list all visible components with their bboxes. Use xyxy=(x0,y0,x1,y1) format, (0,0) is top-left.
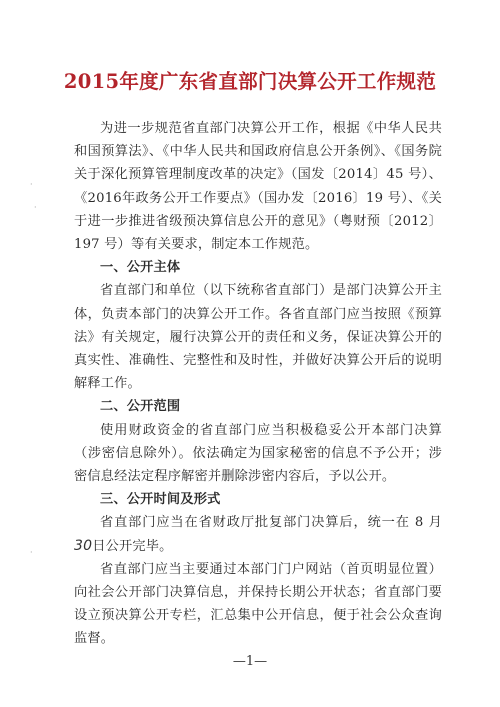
time-text-after: 日公开完毕。 xyxy=(92,538,173,554)
section-heading-publishing-entity: 一、公开主体 xyxy=(100,260,181,276)
section-text-scope: 使用财政资金的省直部门应当积极稳妥公开本部门决算（涉密信息除外）。依法确定为国家秘密的信息不予公开；涉密信息经法定程序解密并删除涉密内容后，予以公开。 xyxy=(74,422,442,485)
page-number: —1— xyxy=(232,654,268,669)
intro-paragraph: 为进一步规范省直部门决算公开工作，根据《中华人民共和国预算法》、《中华人民共和国政府信息公开条例》、《国务院关于深化预算管理制度改革的决定》（国发〔2014〕45 号）、《2016年政务公开工作要点》（国办发〔2016〕19 号）、《关于进一步推进省级预决算信息公开的意见》（粤财预〔2012〕197 号）等有关要求，制定本工作规范。 xyxy=(74,121,442,253)
section-heading-scope: 二、公开范围 xyxy=(100,399,181,415)
section-text-publishing-entity: 省直部门和单位（以下统称省直部门）是部门决算公开主体，负责本部门的决算公开工作。各省直部门应当按照《预算法》有关规定，履行决算公开的责任和义务，保证决算公开的真实性、准确性、完整性和及时性，并做好决算公开后的说明解释工作。 xyxy=(74,283,442,392)
document-title: 2015年度广东省直部门决算公开工作规范 xyxy=(63,70,437,93)
section-text-time xyxy=(74,511,442,557)
section-heading-time-and-form: 三、公开时间及形式 xyxy=(100,492,221,508)
section-text-form: 省直部门应当主要通过本部门门户网站（首页明显位置）向社会公开部门决算信息，并保持长期公开状态；省直部门要设立预决算公开专栏，汇总集中公开信息，便于社会公众查询监督。 xyxy=(74,561,442,647)
scan-speck: · xyxy=(34,203,37,212)
scan-speck: · xyxy=(30,548,33,557)
handwritten-date: 30 xyxy=(74,537,93,554)
scan-speck: · xyxy=(30,180,33,189)
time-text-before: 省直部门应当在省财政厅批复部门决算后，统一在 8 月 xyxy=(100,515,442,531)
document-body xyxy=(74,117,442,651)
